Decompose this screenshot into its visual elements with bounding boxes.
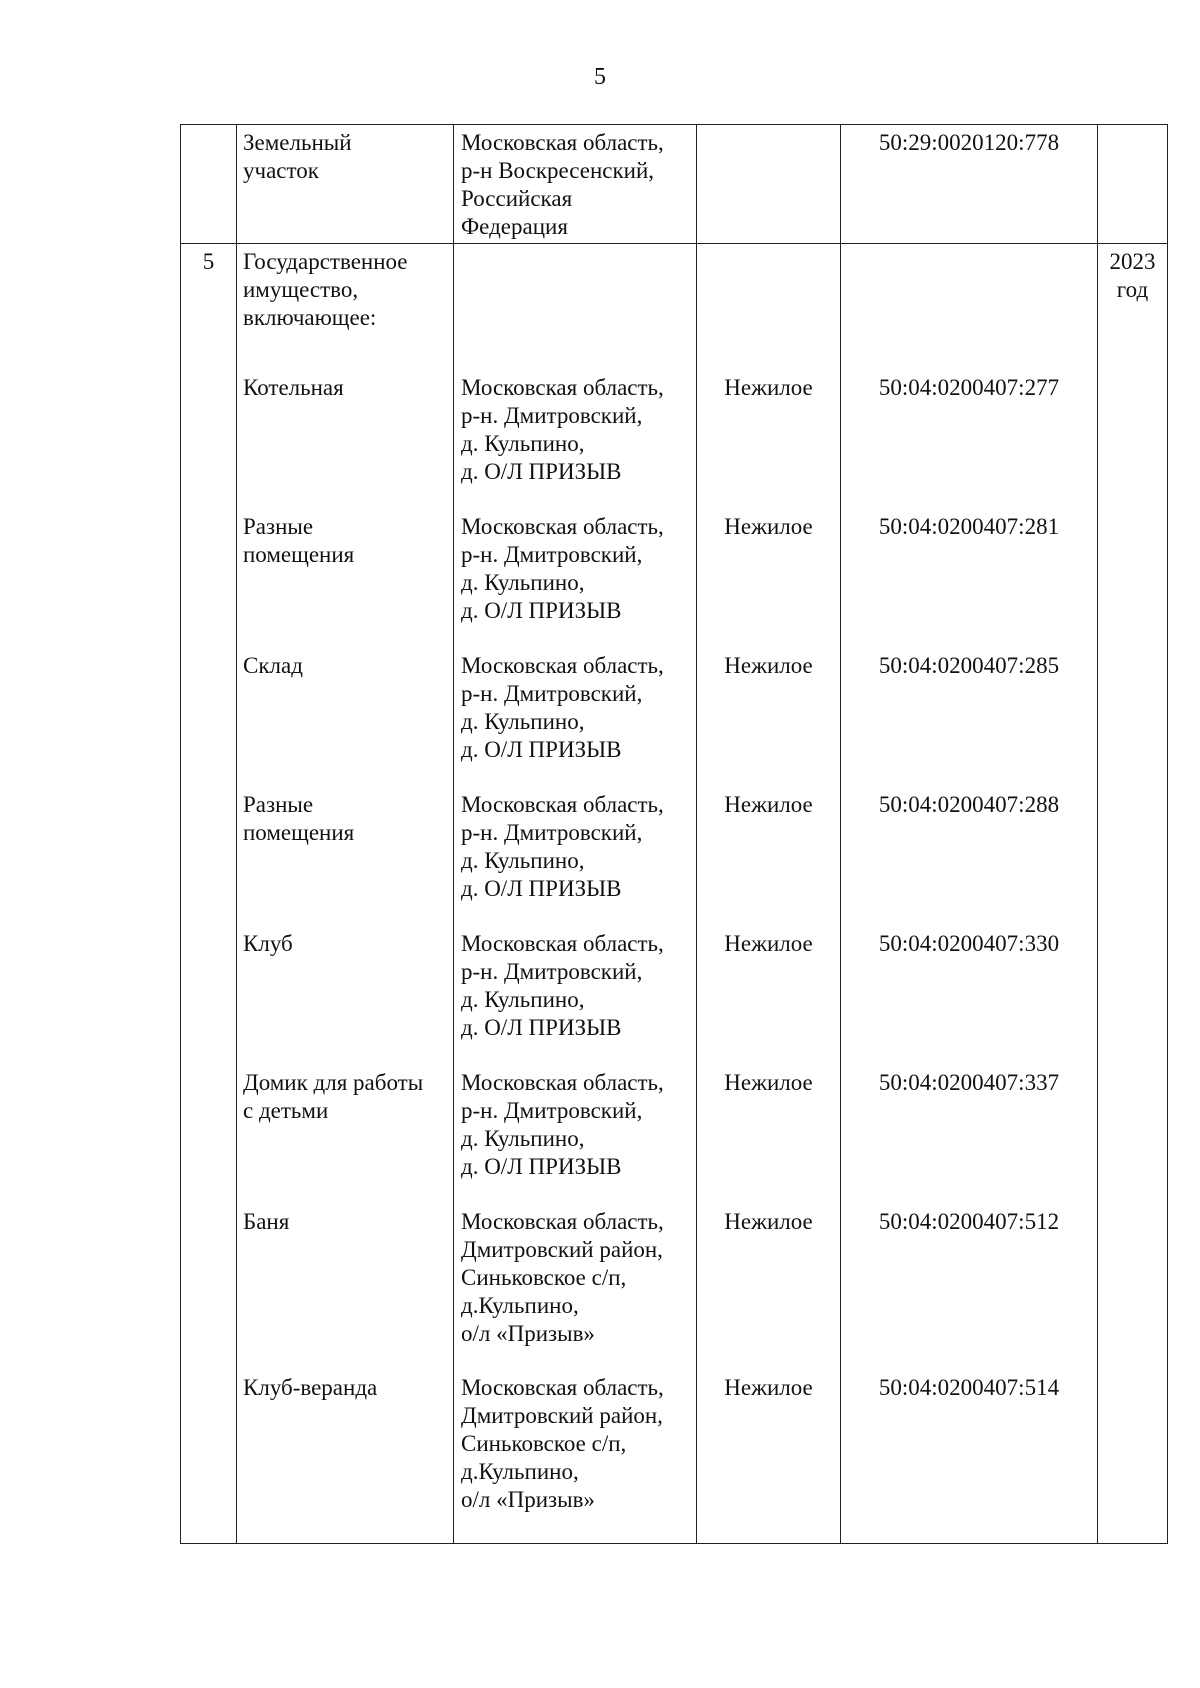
page-number: 5 xyxy=(594,64,606,90)
text-line: Дмитровский район, xyxy=(461,1403,663,1428)
text-line: Домик для работы xyxy=(243,1070,424,1095)
text-line: помещения xyxy=(243,542,355,567)
text-line: Московская область, xyxy=(461,931,664,956)
text-line: д. Кульпино, xyxy=(461,709,585,734)
column-divider xyxy=(236,125,237,1543)
item-name xyxy=(243,513,354,569)
column-divider xyxy=(840,125,841,1543)
item-cadastral: 50:04:0200407:512 xyxy=(878,1209,1060,1234)
text-line: д. Кульпино, xyxy=(461,1126,585,1151)
text-line: Земельный xyxy=(243,130,352,155)
text-line: Государственное xyxy=(243,249,408,274)
top-row-cadastral: 50:29:0020120:778 xyxy=(878,130,1060,155)
item-type: Нежилое xyxy=(724,375,813,400)
text-line: Московская область, xyxy=(461,653,664,678)
text-line: о/л «Призыв» xyxy=(461,1487,595,1512)
item-address xyxy=(461,791,664,903)
text-line: Баня xyxy=(243,1209,290,1234)
text-line: Московская область, xyxy=(461,792,664,817)
item-cadastral: 50:04:0200407:277 xyxy=(878,375,1060,400)
text-line: р-н. Дмитровский, xyxy=(461,1098,643,1123)
text-line: р-н. Дмитровский, xyxy=(461,403,643,428)
item-name xyxy=(243,1374,377,1402)
text-line: р-н. Дмитровский, xyxy=(461,959,643,984)
text-line: д. Кульпино, xyxy=(461,431,585,456)
item-name xyxy=(243,374,344,402)
text-line: о/л «Призыв» xyxy=(461,1321,595,1346)
item-cadastral: 50:04:0200407:285 xyxy=(878,653,1060,678)
row-divider xyxy=(181,243,1167,244)
item-name xyxy=(243,1069,423,1125)
text-line: Синьковское с/п, xyxy=(461,1431,627,1456)
text-line: Склад xyxy=(243,653,303,678)
text-line: Московская область, xyxy=(461,514,664,539)
item-name xyxy=(243,652,303,680)
item-address xyxy=(461,652,664,764)
text-line: Синьковское с/п, xyxy=(461,1265,627,1290)
column-divider xyxy=(1097,125,1098,1543)
text-line: включающее: xyxy=(243,305,377,330)
text-line: д. Кульпино, xyxy=(461,848,585,873)
row-number: 5 xyxy=(202,249,215,274)
text-line: имущество, xyxy=(243,277,359,302)
item-type: Нежилое xyxy=(724,1070,813,1095)
item-address xyxy=(461,1069,664,1181)
text-line: р-н. Дмитровский, xyxy=(461,542,643,567)
item-type: Нежилое xyxy=(724,931,813,956)
text-line: д. Кульпино, xyxy=(461,570,585,595)
item-address xyxy=(461,930,664,1042)
text-line: Федерация xyxy=(461,214,568,239)
text-line: 2023 xyxy=(1109,249,1156,274)
text-line: Клуб-веранда xyxy=(243,1375,378,1400)
item-type: Нежилое xyxy=(724,1209,813,1234)
text-line: д. Кульпино, xyxy=(461,987,585,1012)
text-line: участок xyxy=(243,158,319,183)
text-line: Московская область, xyxy=(461,1375,664,1400)
text-line: р-н Воскресенский, xyxy=(461,158,655,183)
text-line: Московская область, xyxy=(461,375,664,400)
text-line: д.Кульпино, xyxy=(461,1293,579,1318)
text-line: д. О/Л ПРИЗЫВ xyxy=(461,1015,622,1040)
text-line: д. О/Л ПРИЗЫВ xyxy=(461,1154,622,1179)
item-address xyxy=(461,374,664,486)
item-cadastral: 50:04:0200407:330 xyxy=(878,931,1060,956)
text-line: д. О/Л ПРИЗЫВ xyxy=(461,598,622,623)
text-line: Московская область, xyxy=(461,1209,664,1234)
item-type: Нежилое xyxy=(724,653,813,678)
item-address xyxy=(461,1208,664,1348)
item-type: Нежилое xyxy=(724,792,813,817)
group-year xyxy=(1098,248,1167,304)
text-line: Российская xyxy=(461,186,573,211)
item-cadastral: 50:04:0200407:281 xyxy=(878,514,1060,539)
text-line: Дмитровский район, xyxy=(461,1237,663,1262)
item-cadastral: 50:04:0200407:337 xyxy=(878,1070,1060,1095)
item-address xyxy=(461,513,664,625)
item-name xyxy=(243,791,354,847)
top-row-name xyxy=(243,129,352,185)
item-type: Нежилое xyxy=(724,514,813,539)
property-table xyxy=(180,124,1168,1544)
text-line: с детьми xyxy=(243,1098,329,1123)
text-line: д. О/Л ПРИЗЫВ xyxy=(461,876,622,901)
column-divider xyxy=(453,125,454,1543)
text-line: Московская область, xyxy=(461,130,664,155)
text-line: Московская область, xyxy=(461,1070,664,1095)
text-line: р-н. Дмитровский, xyxy=(461,681,643,706)
item-cadastral: 50:04:0200407:514 xyxy=(878,1375,1060,1400)
text-line: р-н. Дмитровский, xyxy=(461,820,643,845)
column-divider xyxy=(696,125,697,1543)
item-type: Нежилое xyxy=(724,1375,813,1400)
item-cadastral: 50:04:0200407:288 xyxy=(878,792,1060,817)
group-title xyxy=(243,248,408,332)
item-name xyxy=(243,1208,289,1236)
text-line: д. О/Л ПРИЗЫВ xyxy=(461,737,622,762)
item-name xyxy=(243,930,293,958)
text-line: год xyxy=(1116,277,1149,302)
text-line: Клуб xyxy=(243,931,293,956)
text-line: д.Кульпино, xyxy=(461,1459,579,1484)
text-line: Котельная xyxy=(243,375,344,400)
text-line: д. О/Л ПРИЗЫВ xyxy=(461,459,622,484)
item-address xyxy=(461,1374,664,1514)
top-row-address xyxy=(461,129,664,241)
text-line: Разные xyxy=(243,792,314,817)
text-line: помещения xyxy=(243,820,355,845)
text-line: Разные xyxy=(243,514,314,539)
